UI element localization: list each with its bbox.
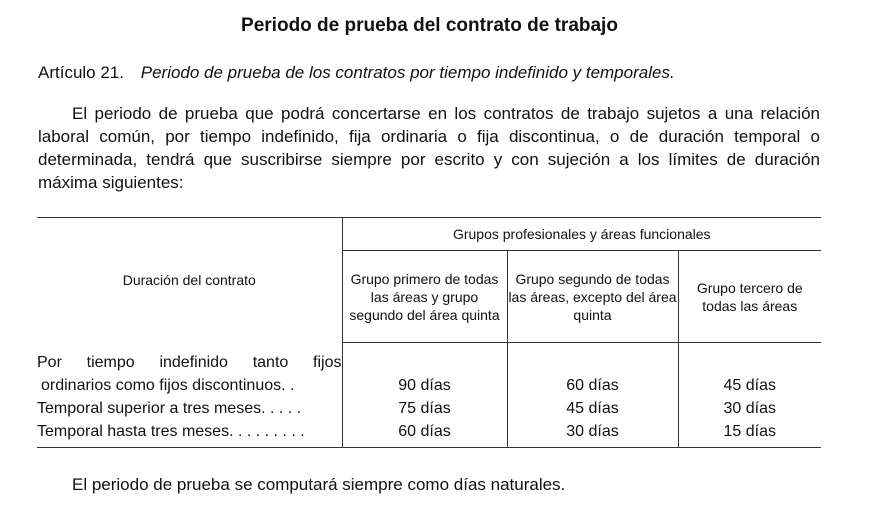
table-cell: 60 días (507, 343, 678, 397)
table-cell: 75 días (342, 397, 507, 420)
table-cell: 45 días (507, 397, 678, 420)
column-header-2: Grupo segundo de todas las áreas, excepto del área quinta (507, 251, 678, 343)
column-header-1: Grupo primero de todas las áreas y grupo segundo del área quinta (342, 251, 507, 343)
duration-header: Duración del contrato (122, 272, 256, 289)
table-cell: 30 días (678, 397, 821, 420)
row-label: Temporal hasta tres meses. . . . . . . . . (37, 420, 342, 448)
table-cell: 45 días (678, 343, 821, 397)
row-label: Temporal superior a tres meses. . . . . (37, 399, 302, 417)
column-header-3: Grupo tercero de todas las áreas (678, 251, 821, 343)
article-number: Artículo 21. (38, 63, 124, 82)
article-paragraph: El periodo de prueba que podrá concertarse en los contratos de trabajo sujetos a una relación laboral común, por tiempo indefinido, fija ordinaria o fija discontinua, o de duración temporal o determinada, tendrá que suscribirse siempre por escrito y con sujeción a los límites de duración máxima siguientes: (38, 104, 820, 192)
table-cell: 30 días (507, 420, 678, 448)
group-header: Grupos profesionales y áreas funcionales (342, 218, 821, 251)
table-cell: 15 días (678, 420, 821, 448)
row-label-line2: ordinarios como fijos discontinuos. . (41, 376, 295, 394)
footer-note: El periodo de prueba se computará siempre como días naturales. (72, 475, 566, 494)
article-heading (38, 63, 675, 83)
table-row (37, 397, 821, 420)
article-title: Periodo de prueba de los contratos por tiempo indefinido y temporales. (140, 63, 675, 82)
table-row (37, 420, 821, 448)
row-label-line1: Por tiempo indefinido tanto fijos (37, 353, 342, 371)
table-cell: 90 días (342, 343, 507, 397)
probation-period-table (37, 217, 821, 448)
table-cell: 60 días (342, 420, 507, 448)
document-title: Periodo de prueba del contrato de trabajo (241, 15, 618, 36)
row-label (37, 343, 342, 397)
table-row (37, 343, 821, 397)
